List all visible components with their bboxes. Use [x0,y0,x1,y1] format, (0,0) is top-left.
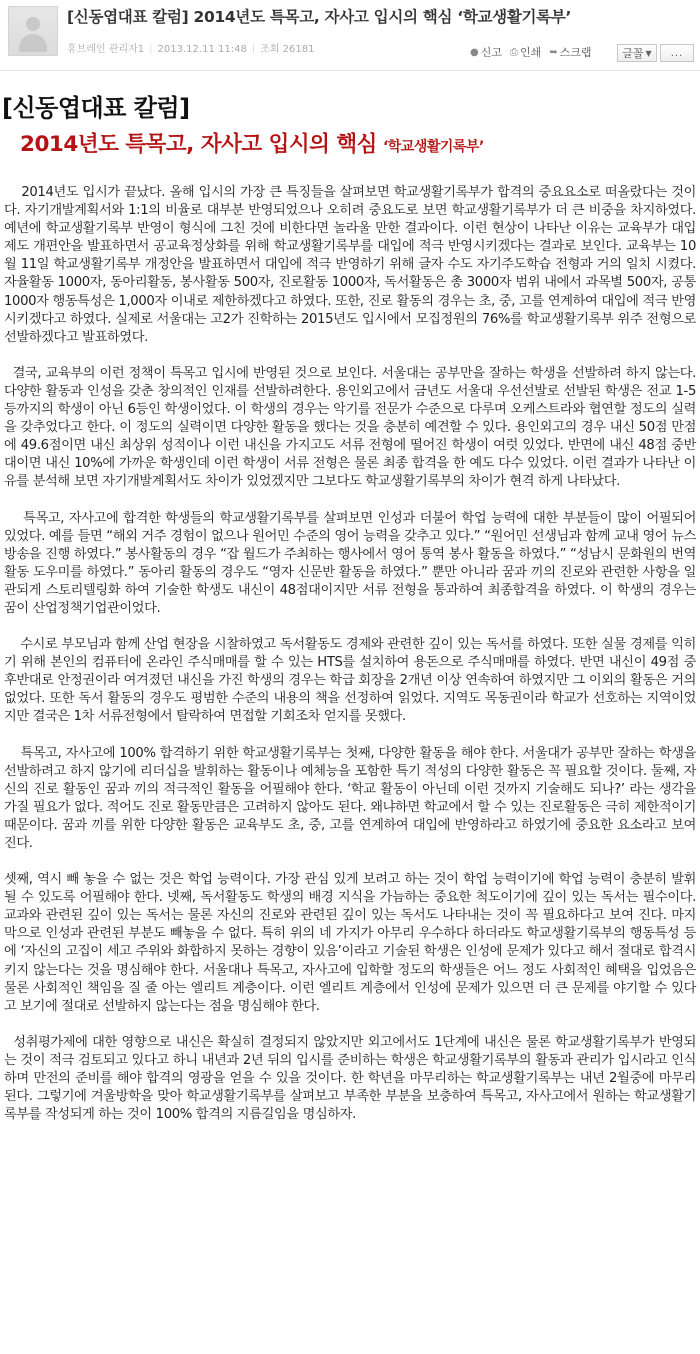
siren-icon: ● [470,46,479,58]
article-headline [20,127,484,158]
headline-sub: ‘학교생활기록부’ [382,139,484,155]
print-label: 인쇄 [520,46,542,59]
avatar[interactable] [8,6,58,56]
headline-main: 2014년도 특목고, 자사고 입시의 핵심 [20,132,377,157]
column-label: [신동엽대표 칼럼] [2,94,190,122]
printer-icon: ⎙ [510,46,518,58]
article-paragraph: 2014년도 입시가 끝났다. 올해 입시의 가장 큰 특징들을 살펴보면 학교생활기록부가 합격의 중요요소로 떠올랐다는 것이다. 자기개발계획서와 1:1의 비율로 대부분 반영되었으나 오히려 중요도로 보면 학교생활기록부가 더 큰 비중을 차지하였다. 예년에 학교생활기록부 반영이 형식에 그친 것에 비한다면 놀라울 만한 결과이다. 이런 현상이 나타난 이유는 교육부가 대입제도 개편안을 발표하면서 공교육정상화를 위해 학교생활기록부를 대입에 적극 반영시키겠다는 결과로 보인다. 교육부는 10월 11일 학교생활기록부 개정안을 발표하면서 대입에 적극 반영하기 위해 글자 수도 자기주도학습 전형과 거의 일치 시켰다. 자율활동 1000자, 동아리활동, 봉사활동 500자, 진로활동 1000자, 독서활동은 총 3000자 범위 내에서 과목별 500자, 공통 1000자 행동특성은 1,000자 이내로 제한하겠다고 하였다. 또한, 진로 활동의 경우는 초, 중, 고를 연계하여 대입에 적극 반영시키겠다고 하였다. 실제로 서울대는 고2가 진학하는 2015년도 입시에서 모집정원의 76%를 학교생활기록부 위주 전형으로 선발하겠다고 발표하였다. [4,185,696,345]
post-title: [신동엽대표 칼럼] 2014년도 특목고, 자사고 입시의 핵심 ‘학교생활기록부’ [67,8,572,26]
chevron-down-icon: ▼ [645,48,652,58]
author-name[interactable]: 휴브레인 관리자1 [67,44,145,55]
article-body [4,184,696,1124]
post-toolbar [470,44,600,60]
post-datetime: 2013.12.11 11:48 [157,44,247,55]
font-label: 글꼴 [622,47,644,60]
article-paragraph: 결국, 교육부의 이런 정책이 특목고 입시에 반영된 것으로 보인다. 서울대는 공부만을 잘하는 학생을 선발하려 하지 않는다. 다양한 활동과 인성을 갖춘 창의적인 인재를 선발하려한다. 용인외고에서 금년도 서울대 우선선발로 선발된 학생은 전교 1-5등까지의 학생이 아닌 6등인 학생이었다. 이 학생의 경우는 악기를 전문가 수준으로 다루며 오케스트라와 협연할 정도의 실력을 갖추었다고 한다. 이 정도의 실력이면 다양한 활동을 했다는 것을 충분히 예견할 수 있다. 용인외고의 경우 내신 50점 만점에 49.6점이면 내신 최상위 성적이나 이런 내신을 가지고도 서류 전형에 떨어진 학생이 여럿 있었다. 반면에 내신 48점 중반 대이면 내신 10%에 가까운 학생인데 이런 학생이 서류 전형은 물론 최종 합격을 한 예도 다수 있었다. 이런 결과가 나타난 이유를 분석해 보면 자기개발계획서도 차이가 있었겠지만 그보다도 학교생활기록부의 차이가 현격 하게 나타났다. [4,365,697,490]
article-paragraph: 셋째, 역시 빼 놓을 수 없는 것은 학업 능력이다. 가장 관심 있게 보려고 하는 것이 학업 능력이기에 학업 능력이 충분히 발휘 될 수 있도록 어필해야 한다. 넷째, 독서활동도 학생의 배경 지식을 가늠하는 중요한 척도이기에 깊이 있는 독서는 필수이다. 교과와 관련된 깊이 있는 독서는 물론 자신의 진로와 관련된 깊이 있는 독서도 나타내는 것이 꼭 필요하다고 보여 진다. 마지막으로 인성과 관련된 부분도 빼놓을 수 없다. 특히 위의 네 가지가 아무리 우수하다 하더라도 학교생활기록부의 행동특성 등에 ‘자신의 고집이 세고 주위와 화합하지 못하는 경향이 있음’이라고 기술된 학생은 인성에 문제가 있다고 해서 절대로 합격시키지 않는다는 것을 명심해야 한다. 서울대나 특목고, 자사고에 입학할 정도의 학생들은 어느 정도 사회적인 혜택을 입었음은 물론 사회적인 책임을 질 줄 아는 엘리트 계층이다. 이런 엘리트 계층에서 인성에 문제가 있으면 더 큰 문제를 야기할 수 있다고 보기에 절대로 선발하지 않는다는 점을 명심해야 한다. [4,872,696,1014]
article-paragraph: 성취평가제에 대한 영향으로 내신은 확실히 결정되지 않았지만 외고에서도 1단계에 내신은 물론 학교생활기록부가 반영되는 것이 적극 검토되고 있다고 하니 내년과 2년 뒤의 입시를 준비하는 학생은 학교생활기록부의 활동과 관리가 입시라고 인식하며 만전의 준비를 해야 합격의 영광을 얻을 수 있을 것이다. 한 학년을 마무리하는 학교생활기록부는 내년 2월중에 마무리 된다. 그렇기에 겨울방학을 맞아 학교생활기록부를 살펴보고 부족한 부분을 보충하여 특목고, 자사고에서 원하는 학교생활기록부를 작성되게 하는 것이 100% 합격의 지름길임을 명심하자. [4,1034,696,1123]
print-button[interactable] [510,44,541,60]
font-dropdown-button[interactable] [617,44,657,62]
article-paragraph: 수시로 부모님과 함께 산업 현장을 시찰하였고 독서활동도 경제와 관련한 깊이 있는 독서를 하였다. 또한 실물 경제를 익히기 위해 본인의 컴퓨터에 온라인 주식매매를 할 수 있는 HTS를 설치하여 용돈으로 주식매매를 하였다. 반면 내신이 49점 중후반대로 안정권이라 여겨졌던 내신을 가진 학생의 경우는 학급 회장을 2개년 이상 연속하여 하였지만 그 이외의 활동은 거의 없었다. 또한 독서 활동의 경우도 평범한 수준의 내용의 책을 선정하여 읽었다. 지역도 목동권이라 학교가 선호하는 지역이었지만 결국은 1차 서류전형에서 탈락하여 면접할 기회조차 얻지를 못했다. [4,637,696,725]
avatar-head-shape [26,17,40,31]
article-paragraph: 특목고, 자사고에 100% 합격하기 위한 학교생활기록부는 첫째, 다양한 활동을 해야 한다. 서울대가 공부만 잘하는 학생을 선발하려고 하지 않기에 리더십을 발휘하는 활동이나 예체능을 포함한 특기 적성의 다양한 활동은 꼭 필요할 것이다. 둘째, 자신의 진로 활동인 꿈과 끼의 적극적인 활동을 어필해야 한다. ‘학교 활동이 아닌데 이런 것까지 기술해도 되나?’ 라는 생각을 가질 필요가 없다. 적어도 진로 활동만큼은 고려하지 않아도 된다. 왜냐하면 학교에서 할 수 있는 진로활동은 극히 제한적이기 때문이다. 꿈과 끼를 위한 다양한 활동은 교육부도 초, 중, 고를 연계하여 대입에 반영하라고 하였기에 중요한 요소라고 보여진다. [4,745,696,851]
view-count: 조회 26181 [260,44,315,55]
post-meta: 휴브레인 관리자1 | 2013.12.11 11:48 | 조회 26181 [67,44,315,55]
scrap-button[interactable] [549,44,591,60]
scrap-icon: ➥ [549,46,558,58]
more-button[interactable] [660,44,694,62]
article-paragraph: 특목고, 자사고에 합격한 학생들의 학교생활기록부를 살펴보면 인성과 더불어 학업 능력에 대한 부분들이 많이 어필되어 있었다. 예를 들면 “해외 거주 경험이 없으나 원어민 수준의 영어 능력을 갖추고 있다.” “원어민 선생님과 함께 교내 영어 뉴스 방송을 진행 하였다.” 봉사활동의 경우 “잡 월드가 주최하는 행사에서 영어 통역 봉사 활동을 하였다.” “성남시 문화원의 번역활동 도우미를 하였다.” 동아리 활동의 경우도 “영자 신문반 활동을 하였다.” 뿐만 아니라 꿈과 끼의 진로와 관련한 사항을 일관되게 스토리텔링화 하여 기술한 학생도 내신이 48점대이지만 서류 전형을 통과하여 최종합격을 하였다. 이 학생의 경우는 꿈이 산업정책기업관이었다. [4,510,696,616]
report-label: 신고 [480,46,502,59]
scrap-label: 스크랩 [559,46,592,59]
header-divider [0,70,700,71]
report-button[interactable] [470,44,502,60]
post-header [0,0,700,72]
more-label: ... [670,47,684,59]
avatar-body-shape [19,34,47,52]
